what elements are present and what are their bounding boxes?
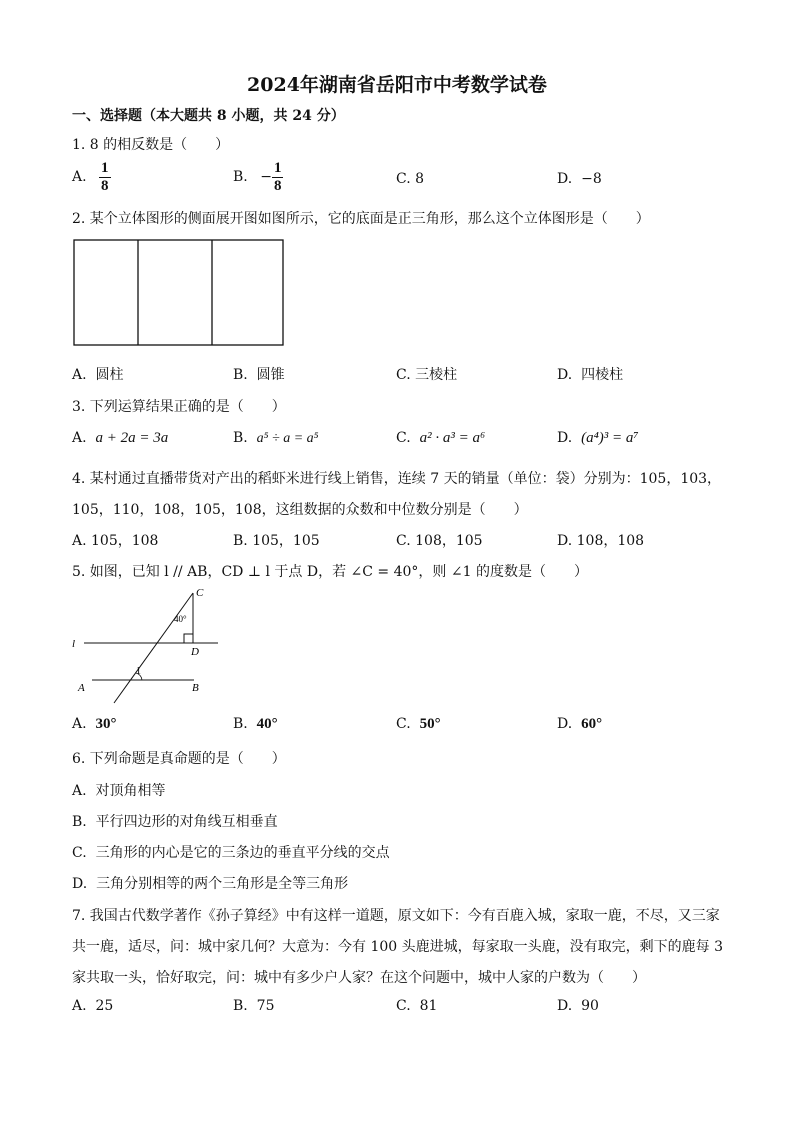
net-figure — [72, 238, 286, 348]
transversal — [114, 593, 193, 703]
geometry-figure — [70, 583, 230, 708]
question-7-stem-line1: 7. 我国古代数学著作《孙子算经》中有这样一道题，原文如下：今有百鹿入城，家取一鹿，不尽，又三家 — [72, 908, 720, 924]
question-2-stem: 2. 某个立体图形的侧面展开图如图所示，它的底面是正三角形，那么这个立体图形是（ ） — [72, 211, 650, 227]
label-40deg: 40° — [174, 614, 187, 624]
question-3-stem: 3. 下列运算结果正确的是（ ） — [72, 399, 286, 415]
q1-option-b[interactable]: B. − $\frac{1}{8}$ — [233, 160, 282, 194]
q1-option-c[interactable]: C. 8 — [396, 171, 425, 187]
label-a: A — [78, 682, 85, 694]
right-angle-mark — [184, 634, 193, 643]
q7-option-d[interactable]: D. 90 — [557, 998, 599, 1014]
q5-option-d[interactable]: D. 60° — [557, 716, 603, 732]
q6-option-b[interactable]: B. 平行四边形的对角线互相垂直 — [72, 814, 278, 830]
question-7-stem-line3: 家共取一头，恰好取完，问：城中有多少户人家？在这个问题中，城中人家的户数为（ ） — [72, 970, 646, 986]
q7-option-b[interactable]: B. 75 — [233, 998, 275, 1014]
label-b: B — [192, 682, 199, 694]
q7-option-a[interactable]: A. 25 — [72, 998, 114, 1014]
q3-option-a[interactable]: A. a + 2a = 3a — [72, 430, 169, 446]
question-4-stem-line1: 4. 某村通过直播带货对产出的稻虾米进行线上销售，连续 7 天的销量（单位：袋）分别为：105，103， — [72, 471, 722, 487]
label-c: C — [196, 587, 204, 599]
question-1-stem: 1. 8 的相反数是（ ） — [72, 137, 230, 153]
q2-option-d[interactable]: D. 四棱柱 — [557, 367, 624, 383]
label-l: l — [72, 638, 76, 650]
q2-option-c[interactable]: C. 三棱柱 — [396, 367, 458, 383]
q3-option-c[interactable]: C. a² · a³ = a⁶ — [396, 430, 486, 446]
q5-option-b[interactable]: B. 40° — [233, 716, 278, 732]
q6-option-d[interactable]: D. 三角分别相等的两个三角形是全等三角形 — [72, 876, 349, 892]
question-5-stem: 5. 如图，已知 l // AB，CD ⊥ l 于点 D，若 ∠C = 40°，则 ∠1 的度数是（ ） — [72, 564, 588, 580]
q7-option-c[interactable]: C. 81 — [396, 998, 438, 1014]
net-outline — [74, 240, 283, 345]
q5-option-a[interactable]: A. 30° — [72, 716, 117, 732]
q4-option-b[interactable]: B. 105，105 — [233, 533, 320, 549]
question-6-stem: 6. 下列命题是真命题的是（ ） — [72, 751, 286, 767]
q3-option-b[interactable]: B. a⁵ ÷ a = a⁵ — [233, 430, 319, 446]
label-1: 1 — [136, 666, 141, 677]
q4-option-d[interactable]: D. 108，108 — [557, 533, 645, 549]
q1-option-d[interactable]: D. −8 — [557, 171, 602, 187]
fraction: $\frac{1}{8}$ — [273, 160, 282, 194]
q5-option-c[interactable]: C. 50° — [396, 716, 441, 732]
question-4-stem-line2: 105，110，108，105，108，这组数据的众数和中位数分别是（ ） — [72, 502, 528, 518]
q3-option-d[interactable]: D. (a⁴)³ = a⁷ — [557, 430, 639, 446]
section-heading: 一、选择题（本大题共 8 小题，共 24 分） — [72, 108, 345, 124]
q6-option-c[interactable]: C. 三角形的内心是它的三条边的垂直平分线的交点 — [72, 845, 390, 861]
q2-option-a[interactable]: A. 圆柱 — [72, 367, 124, 383]
page-title: 2024年湖南省岳阳市中考数学试卷 — [247, 74, 547, 96]
q4-option-c[interactable]: C. 108，105 — [396, 533, 483, 549]
q6-option-a[interactable]: A. 对顶角相等 — [72, 783, 166, 799]
label-d: D — [191, 646, 199, 658]
fraction: $\frac{1}{8}$ — [101, 160, 109, 194]
q2-option-b[interactable]: B. 圆锥 — [233, 367, 285, 383]
question-7-stem-line2: 共一鹿，适尽，问：城中家几何？大意为：今有 100 头鹿进城，每家取一头鹿，没有取完，剩下的鹿每 3 — [72, 939, 723, 955]
q4-option-a[interactable]: A. 105，108 — [72, 533, 159, 549]
q1-option-a[interactable]: A. $\frac{1}{8}$ — [72, 160, 109, 194]
